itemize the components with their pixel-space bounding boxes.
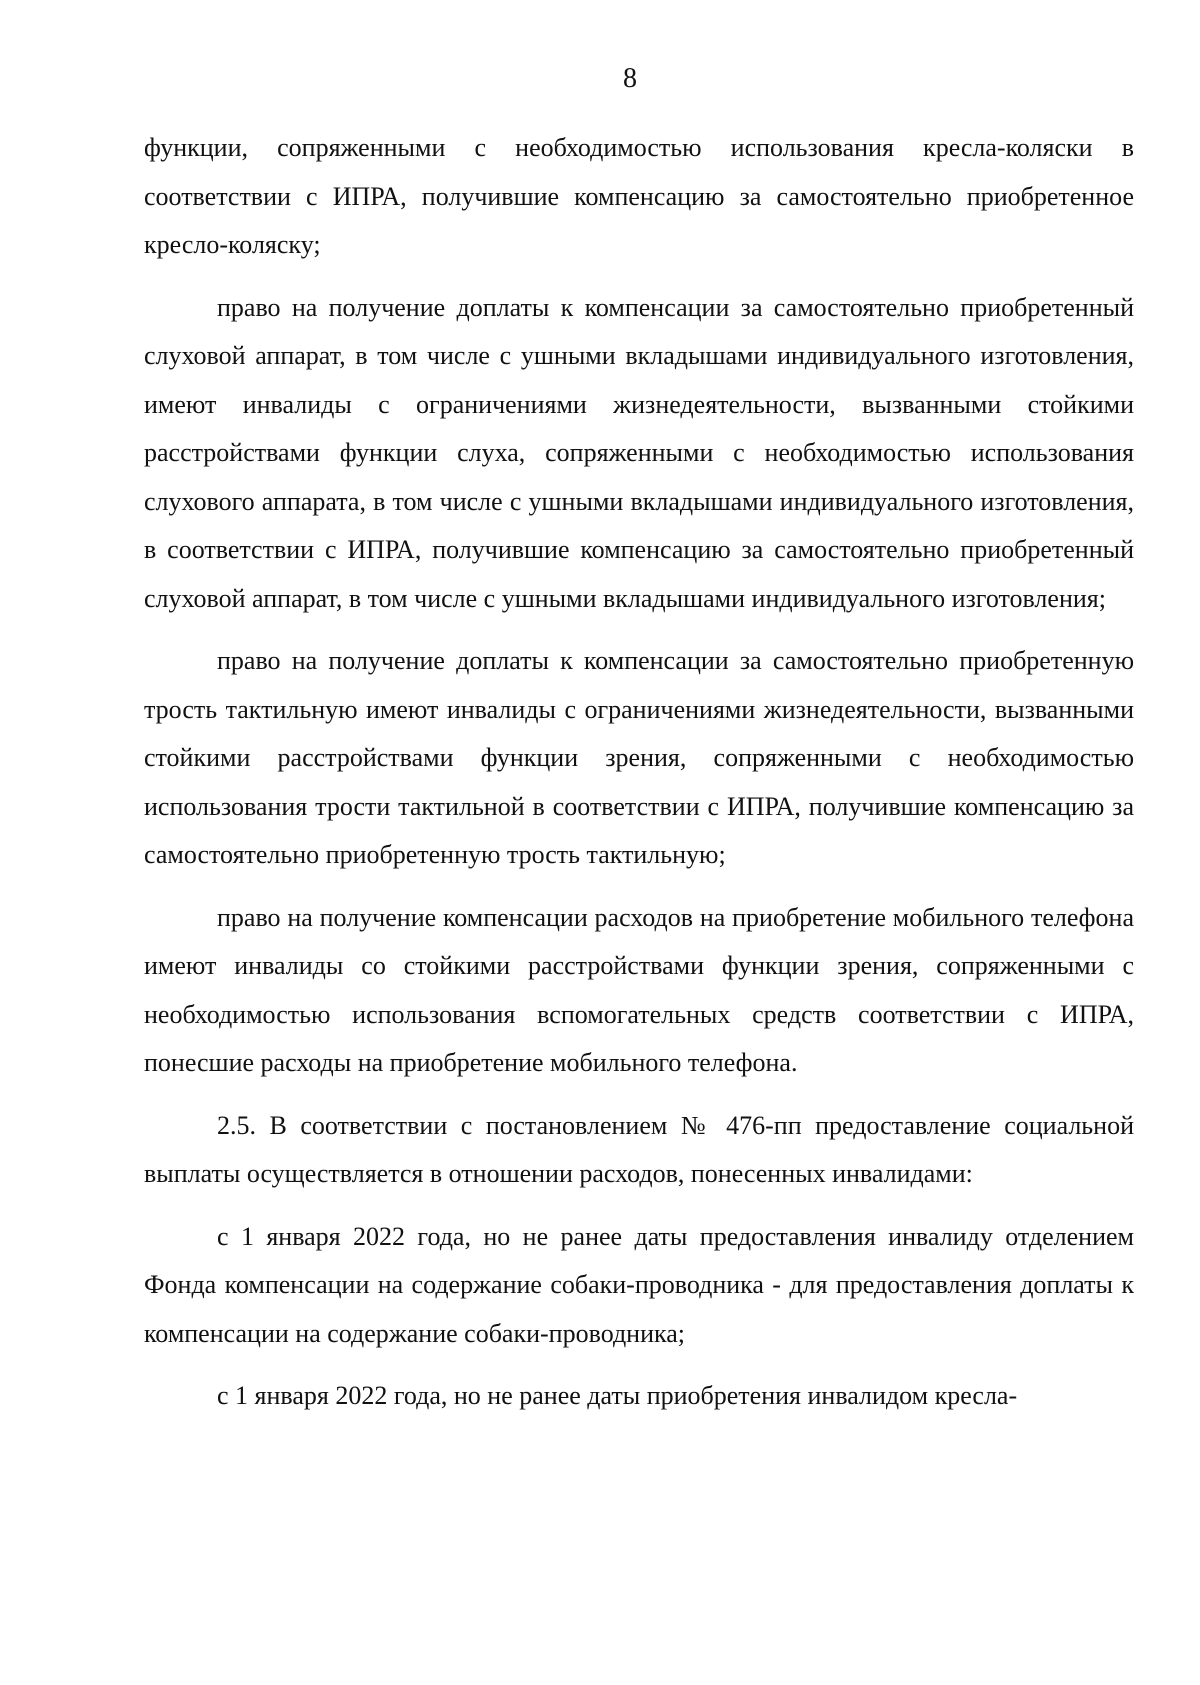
paragraph-tactile-cane: право на получение доплаты к компенсации за самостоятельно приобретенную трость тактильную имеют инвалиды с ограничениями жизнедеятельности, вызванными стойкими расстройствами функции зрения, сопряженными с необходимостью использования трости тактильной в соответствии с ИПРА, получившие компенсацию за самостоятельно приобретенную трость тактильную; — [144, 646, 1134, 869]
paragraph-wheelchair-end: функции, сопряженными с необходимостью использования кресла-коляски в соответствии с ИПРА, получившие компенсацию за самостоятельно приобретенное кресло-коляску; — [144, 133, 1134, 259]
paragraph-section-2-5: 2.5. В соответствии с постановлением № 476-пп предоставление социальной выплаты осуществляется в отношении расходов, понесенных инвалидами: — [144, 1110, 1134, 1188]
document-body — [144, 124, 1134, 1435]
paragraph-wheelchair-date: с 1 января 2022 года, но не ранее даты приобретения инвалидом кресла- — [217, 1381, 1018, 1410]
paragraph-mobile-phone: право на получение компенсации расходов на приобретение мобильного телефона имеют инвалиды со стойкими расстройствами функции зрения, сопряженными с необходимостью использования вспомогательных средств соответствии с ИПРА, понесшие расходы на приобретение мобильного телефона. — [144, 902, 1134, 1077]
page-number: 8 — [623, 63, 637, 94]
paragraph-hearing-aid: право на получение доплаты к компенсации за самостоятельно приобретенный слуховой аппарат, в том числе с ушными вкладышами индивидуального изготовления, имеют инвалиды с ограничениями жизнедеятельности, вызванными стойкими расстройствами функции слуха, сопряженными с необходимостью использования слухового аппарата, в том числе с ушными вкладышами индивидуального изготовления, в соответствии с ИПРА, получившие компенсацию за самостоятельно приобретенный слуховой аппарат, в том числе с ушными вкладышами индивидуального изготовления; — [144, 292, 1134, 613]
paragraph-guide-dog: с 1 января 2022 года, но не ранее даты предоставления инвалиду отделением Фонда компенсации на содержание собаки-проводника - для предоставления доплаты к компенсации на содержание собаки-проводника; — [144, 1221, 1134, 1348]
